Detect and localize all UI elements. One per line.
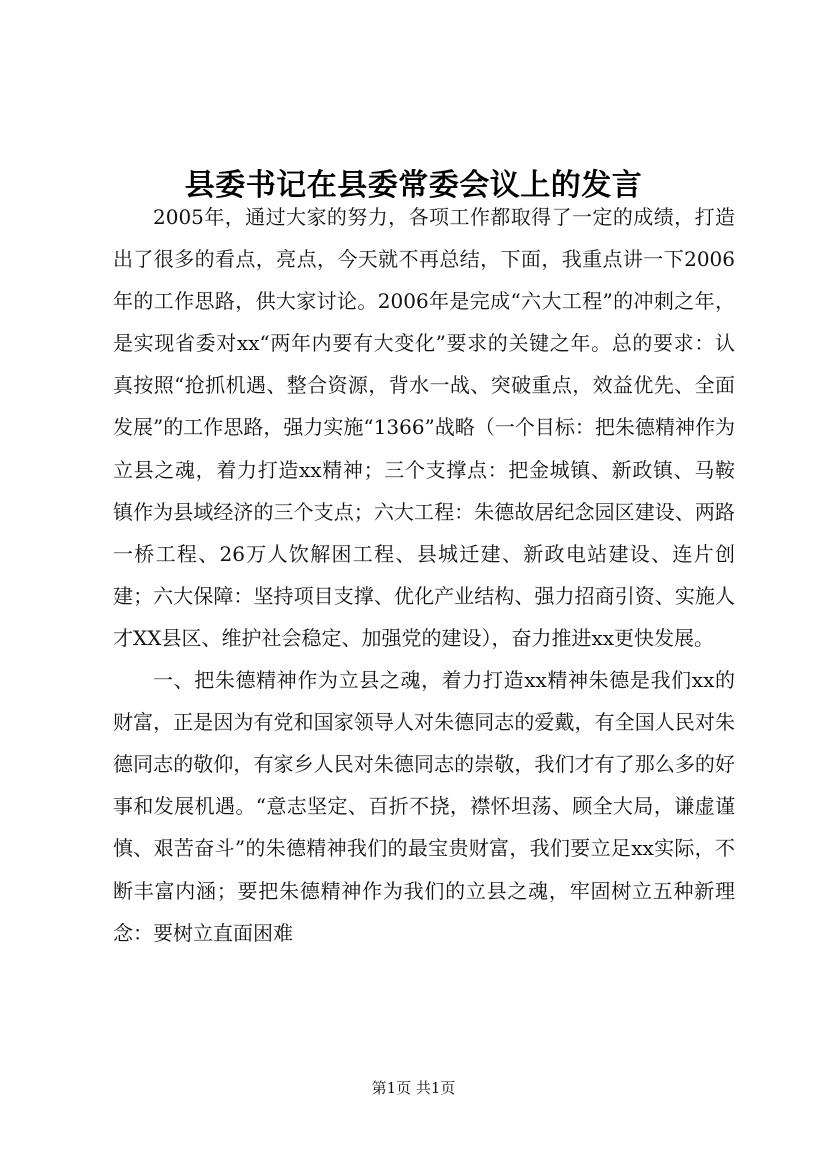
paragraph: 一、把朱德精神作为立县之魂，着力打造xx精神朱德是我们xx的财富，正是因为有党和国家领导人对朱德同志的爱戴，有全国人民对朱德同志的敬仰，有家乡人民对朱德同志的崇敬，我们才有了那么多的好事和发展机遇。“意志坚定、百折不挠，襟怀坦荡、顾全大局，谦虚谨慎、艰苦奋斗”的朱德精神我们的最宝贵财富，我们要立足xx实际，不断丰富内涵；要把朱德精神作为我们的立县之魂，牢固树立五种新理念：要树立直面困难 (113, 668, 735, 945)
paragraph: 2005年，通过大家的努力，各项工作都取得了一定的成绩，打造出了很多的看点，亮点，今天就不再总结，下面，我重点讲一下2006年的工作思路，供大家讨论。2006年是完成“六大工程”的冲刺之年，是实现省委对xx“两年内要有大变化”要求的关键之年。总的要求：认真按照“抢抓机遇、整合资源，背水一战、突破重点，效益优先、全面发展”的工作思路，强力实施“1366”战略（一个目标：把朱德精神作为立县之魂，着力打造xx精神；三个支撑点：把金城镇、新政镇、马鞍镇作为县域经济的三个支点；六大工程：朱德故居纪念园区建设、两路一桥工程、26万人饮解困工程、县城迁建、新政电站建设、连片创建；六大保障：坚持项目支撑、优化产业结构、强力招商引资、实施人才XX县区、维护社会稳定、加强党的建设），奋力推进xx更快发展。 (113, 205, 735, 650)
page-footer: 第1页 共1页 (371, 1079, 456, 1097)
document-title: 县委书记在县委常委会议上的发言 (184, 168, 643, 204)
document-body (113, 196, 735, 954)
